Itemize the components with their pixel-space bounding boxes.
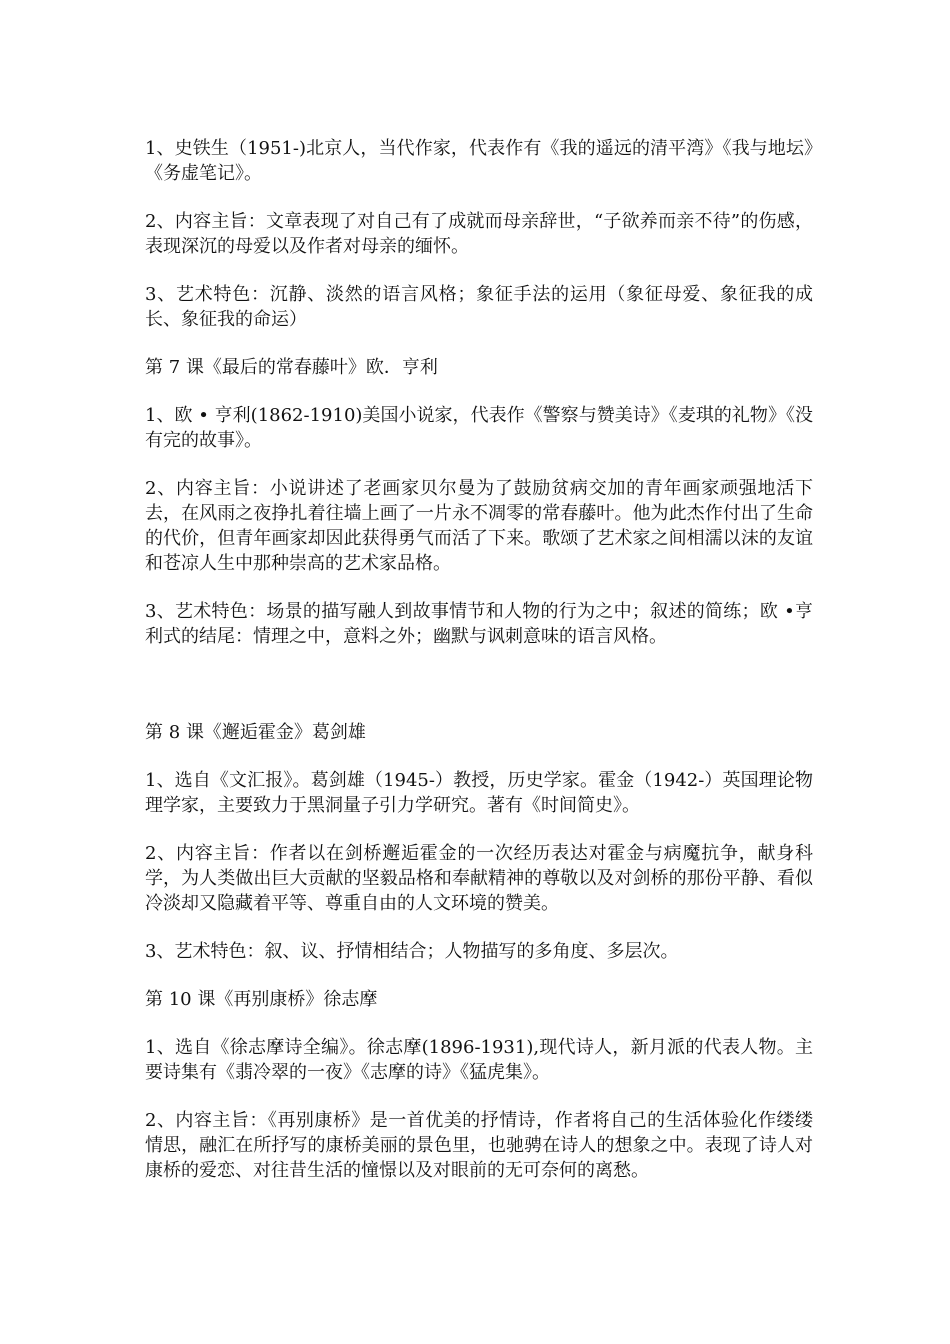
paragraph-art-features: 3、艺术特色：沉静、淡然的语言风格；象征手法的运用（象征母爱、象征我的成长、象征我的命运） [145, 284, 813, 330]
lesson-heading-7: 第 7 课《最后的常春藤叶》欧．亨利 [145, 357, 438, 378]
section-spacer [145, 672, 813, 720]
lesson-heading-8: 第 8 课《邂逅霍金》葛剑雄 [145, 722, 366, 743]
paragraph-theme: 2、内容主旨：《再别康桥》是一首优美的抒情诗，作者将自己的生活体验化作缕缕情思，融汇在所抒写的康桥美丽的景色里，也驰骋在诗人的想象之中。表现了诗人对康桥的爱恋、对往昔生活的憧憬以及对眼前的无可奈何的离愁。 [145, 1110, 813, 1181]
paragraph-theme: 2、内容主旨：小说讲述了老画家贝尔曼为了鼓励贫病交加的青年画家顽强地活下去，在风雨之夜挣扎着往墙上画了一片永不凋零的常春藤叶。他为此杰作付出了生命的代价，但青年画家却因此获得勇气而活了下来。歌颂了艺术家之间相濡以沫的友谊和苍凉人生中那种崇高的艺术家品格。 [145, 478, 813, 574]
paragraph-author-intro: 1、选自《徐志摩诗全编》。徐志摩(1896-1931),现代诗人，新月派的代表人物。主要诗集有《翡冷翠的一夜》《志摩的诗》《猛虎集》。 [145, 1037, 813, 1083]
paragraph-art-features: 3、艺术特色：叙、议、抒情相结合；人物描写的多角度、多层次。 [145, 941, 679, 962]
paragraph-art-features: 3、艺术特色：场景的描写融人到故事情节和人物的行为之中；叙述的简练；欧 •亨利式的结尾：情理之中，意料之外；幽默与讽刺意味的语言风格。 [145, 601, 813, 647]
paragraph-author-intro: 1、欧 • 亨利(1862-1910)美国小说家，代表作《警察与赞美诗》《麦琪的礼物》《没有完的故事》。 [145, 405, 813, 451]
paragraph-author-intro: 1、史铁生（1951-)北京人，当代作家，代表作有《我的遥远的清平湾》《我与地坛》《务虚笔记》。 [145, 138, 813, 184]
lesson-heading-10: 第 10 课《再别康桥》徐志摩 [145, 989, 378, 1010]
paragraph-theme: 2、内容主旨：作者以在剑桥邂逅霍金的一次经历表达对霍金与病魔抗争，献身科学，为人类做出巨大贡献的坚毅品格和奉献精神的尊敬以及对剑桥的那份平静、看似冷淡却又隐藏着平等、尊重自由的人文环境的赞美。 [145, 843, 813, 914]
paragraph-author-intro: 1、选自《文汇报》。葛剑雄（1945-）教授，历史学家。霍金（1942-）英国理论物理学家，主要致力于黑洞量子引力学研究。著有《时间简史》。 [145, 770, 813, 816]
document-page [145, 136, 813, 1206]
paragraph-theme: 2、内容主旨：文章表现了对自己有了成就而母亲辞世，“子欲养而亲不待”的伤感，表现深沉的母爱以及作者对母亲的缅怀。 [145, 211, 813, 257]
